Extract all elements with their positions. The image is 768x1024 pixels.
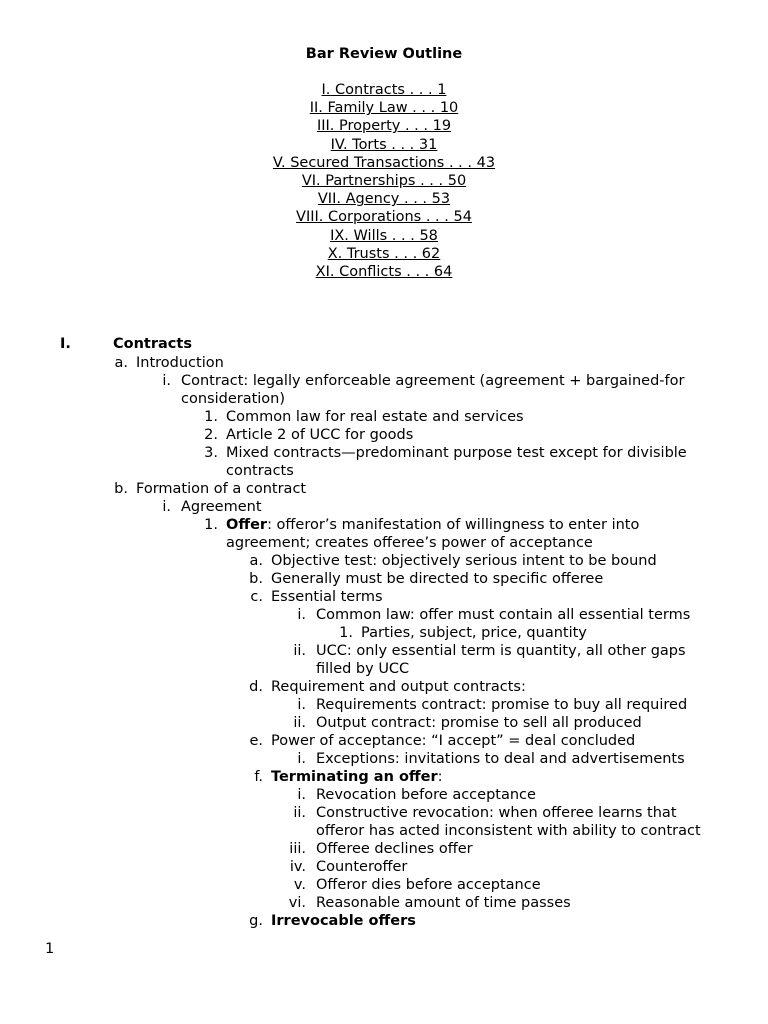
outline-marker: g. — [249, 913, 263, 929]
outline-item: Requirements contract: promise to buy all required — [316, 697, 688, 713]
outline-item: Power of acceptance: “I accept” = deal concluded — [271, 733, 636, 749]
outline-marker: i. — [162, 499, 171, 515]
section-heading: Contracts — [113, 336, 192, 352]
section-marker: I. — [60, 336, 71, 352]
outline-item: Revocation before acceptance — [316, 787, 536, 803]
toc-link-secured-transactions[interactable]: V. Secured Transactions . . . 43 — [272, 154, 496, 171]
outline-marker: v. — [293, 877, 306, 893]
outline-marker: ii. — [293, 805, 306, 821]
outline-marker: 3. — [204, 445, 218, 461]
terminating-offer-heading: Terminating an offer — [271, 769, 438, 785]
outline-item: Constructive revocation: when offeree learns that — [316, 805, 677, 821]
outline-marker: a. — [114, 355, 128, 371]
outline-item-continuation: offeror has acted inconsistent with ability to contract — [316, 823, 701, 839]
toc-link-trusts[interactable]: X. Trusts . . . 62 — [327, 245, 441, 262]
outline-item: Generally must be directed to specific offeree — [271, 571, 604, 587]
outline-marker: c. — [250, 589, 263, 605]
document-title: Bar Review Outline — [305, 46, 463, 62]
toc-link-partnerships[interactable]: VI. Partnerships . . . 50 — [301, 173, 467, 190]
heading-colon: : — [437, 769, 443, 785]
outline-item: Formation of a contract — [136, 481, 307, 497]
offer-definition: : offeror’s manifestation of willingness to enter into — [267, 517, 640, 533]
outline-item: Agreement — [181, 499, 262, 515]
outline-marker: i. — [162, 373, 171, 389]
outline-item: UCC: only essential term is quantity, all other gaps — [316, 643, 686, 659]
outline-item: Parties, subject, price, quantity — [361, 625, 587, 641]
outline-item: Offeror dies before acceptance — [316, 877, 541, 893]
outline-item: Offeree declines offer — [316, 841, 473, 857]
outline-item — [226, 516, 639, 534]
toc-link-corporations[interactable]: VIII. Corporations . . . 54 — [296, 209, 472, 226]
outline-item: Requirement and output contracts: — [271, 679, 526, 695]
toc-link-property[interactable]: III. Property . . . 19 — [316, 118, 452, 135]
outline-marker: i. — [297, 697, 306, 713]
page-number: 1 — [45, 941, 55, 957]
outline-marker: b. — [249, 571, 263, 587]
offer-term: Offer — [226, 517, 268, 533]
outline-marker: i. — [297, 751, 306, 767]
outline-marker: 1. — [339, 625, 353, 641]
outline-marker: 1. — [204, 517, 218, 533]
outline-item-continuation: agreement; creates offeree’s power of acceptance — [226, 535, 593, 551]
outline-marker: f. — [254, 769, 263, 785]
outline-marker: iii. — [289, 841, 306, 857]
outline-item-continuation: contracts — [226, 463, 294, 479]
outline-marker: a. — [249, 553, 263, 569]
outline-marker: 1. — [204, 409, 218, 425]
toc-link-wills[interactable]: IX. Wills . . . 58 — [330, 227, 438, 244]
irrevocable-offers-heading: Irrevocable offers — [271, 913, 416, 929]
outline-item: Article 2 of UCC for goods — [226, 427, 414, 443]
outline-marker: vi. — [288, 895, 306, 911]
toc-link-contracts[interactable]: I. Contracts . . . 1 — [321, 82, 447, 98]
outline-item: Essential terms — [271, 589, 383, 605]
outline-item: Exceptions: invitations to deal and advertisements — [316, 751, 685, 767]
outline-marker: 2. — [204, 427, 218, 443]
outline-item: Introduction — [136, 355, 224, 371]
outline-item: Common law for real estate and services — [226, 409, 524, 425]
outline-marker: b. — [114, 481, 128, 497]
outline-marker: i. — [297, 787, 306, 803]
outline-item-continuation: filled by UCC — [316, 661, 410, 677]
outline-item — [271, 768, 443, 786]
toc-link-agency[interactable]: VII. Agency . . . 53 — [317, 191, 451, 208]
outline-marker: d. — [249, 679, 263, 695]
outline-item: Output contract: promise to sell all produced — [316, 715, 642, 731]
outline-marker: ii. — [293, 715, 306, 731]
toc-link-torts[interactable]: IV. Torts . . . 31 — [330, 136, 438, 153]
outline-marker: e. — [249, 733, 263, 749]
table-of-contents — [0, 81, 768, 281]
toc-link-family-law[interactable]: II. Family Law . . . 10 — [309, 100, 459, 117]
outline-marker: i. — [297, 607, 306, 623]
toc-link-conflicts[interactable]: XI. Conflicts . . . 64 — [315, 264, 453, 281]
outline-marker: iv. — [289, 859, 306, 875]
outline-item: Mixed contracts—predominant purpose test except for divisible — [226, 445, 687, 461]
outline-item: Objective test: objectively serious intent to be bound — [271, 553, 657, 569]
outline-item: Contract: legally enforceable agreement (agreement + bargained-for — [181, 373, 685, 389]
outline-item-continuation: consideration) — [181, 391, 286, 407]
outline-marker: ii. — [293, 643, 306, 659]
outline-item: Common law: offer must contain all essential terms — [316, 607, 691, 623]
outline-item: Reasonable amount of time passes — [316, 895, 571, 911]
outline-item: Counteroffer — [316, 859, 408, 875]
